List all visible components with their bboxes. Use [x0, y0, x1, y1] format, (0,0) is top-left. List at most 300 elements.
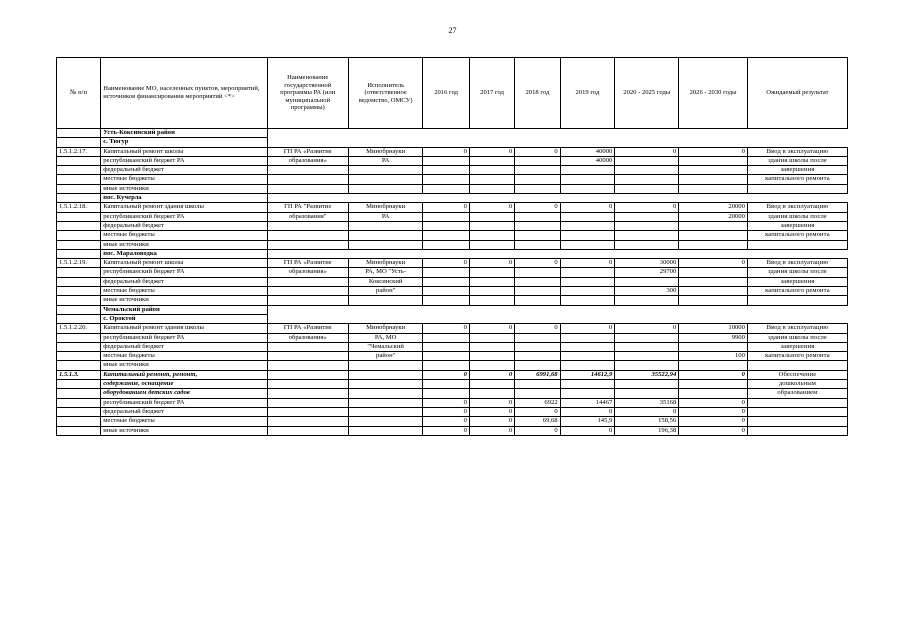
value-2018: 69,68 [515, 417, 560, 426]
source-other: иные источники [101, 240, 267, 249]
table-cell [469, 184, 514, 193]
table-cell [423, 175, 470, 184]
table-cell [348, 361, 422, 370]
executor-line: РА, МО [348, 333, 422, 342]
value-2018: 0 [515, 426, 560, 435]
table-row [57, 389, 848, 398]
value-2020-2025: 196,38 [615, 426, 679, 435]
result-line: капитального ремонта [747, 352, 847, 361]
table-cell [423, 342, 470, 351]
value-2026-2030: 20000 [679, 212, 748, 221]
table-cell [469, 342, 514, 351]
table-cell [560, 389, 615, 398]
table-row [57, 380, 848, 389]
executor-line: Минобрнауки [348, 324, 422, 333]
table-row [57, 166, 848, 175]
source-fb: федеральный бюджет [101, 277, 267, 286]
value-2019: 40000 [560, 156, 615, 165]
source-mb: местные бюджеты [101, 417, 267, 426]
table-cell [615, 221, 679, 230]
value-2020-2025: 0 [615, 407, 679, 416]
row-number: 1.5.1.2.19. [57, 259, 101, 268]
table-cell [560, 166, 615, 175]
value-2020-2025: 158,56 [615, 417, 679, 426]
source-rb: республиканский бюджет РА [101, 212, 267, 221]
group-label: Усть-Коксинский район [101, 129, 267, 138]
table-cell [615, 352, 679, 361]
row-name: Капитальный ремонт школы [101, 259, 267, 268]
result-line: капитального ремонта [747, 175, 847, 184]
table-cell [615, 240, 679, 249]
executor-line: "Чемальский [348, 342, 422, 351]
executor-line: РА [348, 156, 422, 165]
value-2020-2025: 300 [615, 287, 679, 296]
table-cell [423, 166, 470, 175]
table-cell [747, 296, 847, 305]
table-cell [267, 389, 348, 398]
value-2020-2025: 35522,94 [615, 370, 679, 379]
result-line: Ввод в эксплуатацию [747, 147, 847, 156]
table-cell [560, 296, 615, 305]
table-cell [515, 240, 560, 249]
executor-line: район" [348, 287, 422, 296]
table-cell [615, 277, 679, 286]
row-number: 1.5.1.2.17. [57, 147, 101, 156]
header-2020-2025: 2020 - 2025 годы [615, 58, 679, 129]
table-cell [679, 156, 748, 165]
table-cell [615, 166, 679, 175]
executor-line: РА, МО "Усть- [348, 268, 422, 277]
row-number: 1.5.1.2.20. [57, 324, 101, 333]
group-row [57, 194, 848, 203]
table-cell [348, 407, 422, 416]
table-cell [423, 212, 470, 221]
source-rb: республиканский бюджет РА [101, 156, 267, 165]
value-2019: 14467 [560, 398, 615, 407]
value-2017: 0 [469, 259, 514, 268]
table-cell [679, 166, 748, 175]
table-cell [267, 240, 348, 249]
table-cell [560, 268, 615, 277]
table-cell [348, 426, 422, 435]
source-mb: местные бюджеты [101, 352, 267, 361]
table-cell [267, 361, 348, 370]
value-2016: 0 [423, 426, 470, 435]
header-2026-2030: 2026 - 2030 годы [679, 58, 748, 129]
table-cell [679, 268, 748, 277]
table-cell [515, 380, 560, 389]
table-row [57, 296, 848, 305]
value-2020-2025: 0 [615, 324, 679, 333]
table-row [57, 231, 848, 240]
financing-table [56, 57, 848, 436]
row-name: оборудованием детских садов [101, 389, 267, 398]
page-number: 27 [448, 26, 457, 35]
table-cell [515, 231, 560, 240]
table-cell [267, 342, 348, 351]
table-row [57, 426, 848, 435]
table-cell [747, 417, 847, 426]
value-2018: 0 [515, 259, 560, 268]
table-cell [560, 231, 615, 240]
table-cell [515, 333, 560, 342]
table-cell [348, 231, 422, 240]
table-cell [615, 380, 679, 389]
source-mb: местные бюджеты [101, 175, 267, 184]
header-num: № п/п [57, 58, 101, 129]
table-cell [560, 212, 615, 221]
table-row [57, 352, 848, 361]
value-2020-2025: 30000 [615, 259, 679, 268]
table-cell [423, 352, 470, 361]
table-cell [57, 426, 101, 435]
table-cell [515, 212, 560, 221]
source-other: иные источники [101, 296, 267, 305]
value-2017: 0 [469, 370, 514, 379]
value-2016: 0 [423, 324, 470, 333]
result-line: дошкольным [747, 380, 847, 389]
header-2017: 2017 год [469, 58, 514, 129]
table-cell [747, 240, 847, 249]
table-cell [679, 277, 748, 286]
value-2026-2030: 20000 [679, 203, 748, 212]
table-cell [615, 156, 679, 165]
table-cell [515, 184, 560, 193]
table-row [57, 398, 848, 407]
value-2017: 0 [469, 398, 514, 407]
table-cell [267, 175, 348, 184]
table-cell [267, 380, 348, 389]
table-row [57, 333, 848, 342]
table-cell [560, 277, 615, 286]
table-cell [615, 296, 679, 305]
table-cell [469, 240, 514, 249]
value-2017: 0 [469, 324, 514, 333]
value-2019: 145,9 [560, 417, 615, 426]
value-2017: 0 [469, 147, 514, 156]
table-cell [267, 352, 348, 361]
table-cell [560, 380, 615, 389]
table-cell [423, 380, 470, 389]
value-2020-2025: 29700 [615, 268, 679, 277]
table-cell [560, 287, 615, 296]
table-cell [469, 166, 514, 175]
group-label: пос. Кучерла [101, 194, 267, 203]
table-cell [560, 361, 615, 370]
value-2019: 0 [560, 203, 615, 212]
value-2017: 0 [469, 417, 514, 426]
table-row [57, 287, 848, 296]
table-cell [267, 231, 348, 240]
table-cell [615, 333, 679, 342]
table-cell [348, 296, 422, 305]
value-2018: 0 [515, 324, 560, 333]
group-row [57, 305, 848, 314]
value-2017: 0 [469, 203, 514, 212]
program-line: образования» [267, 333, 348, 342]
source-mb: местные бюджеты [101, 231, 267, 240]
table-row [57, 361, 848, 370]
header-executor: Исполнитель (ответственное ведомство, ОМСУ) [348, 58, 422, 129]
result-line: капитального ремонта [747, 287, 847, 296]
table-cell [348, 389, 422, 398]
program-line: ГП РА «Развитие [267, 259, 348, 268]
table-cell [469, 221, 514, 230]
table-cell [469, 156, 514, 165]
table-cell [469, 175, 514, 184]
group-label: Чемальский район [101, 305, 267, 314]
table-cell [515, 156, 560, 165]
table-cell [348, 240, 422, 249]
source-fb: федеральный бюджет [101, 407, 267, 416]
program-line: ГП РА «Развитие [267, 147, 348, 156]
table-cell [423, 268, 470, 277]
group-row [57, 314, 848, 323]
table-cell [560, 240, 615, 249]
executor-line: Коксинский [348, 277, 422, 286]
result-line: здания школы после [747, 333, 847, 342]
table-cell [615, 212, 679, 221]
table-row [57, 370, 848, 379]
table-cell [679, 389, 748, 398]
value-2016: 0 [423, 417, 470, 426]
table-cell [560, 342, 615, 351]
table-cell [348, 398, 422, 407]
value-2017: 0 [469, 407, 514, 416]
program-line: образования» [267, 156, 348, 165]
group-label: с. Тюгур [101, 138, 267, 147]
value-2017: 0 [469, 426, 514, 435]
table-cell [423, 277, 470, 286]
table-cell [747, 184, 847, 193]
table-cell [423, 156, 470, 165]
table-cell [560, 333, 615, 342]
result-line: здания школы после [747, 156, 847, 165]
table-row [57, 240, 848, 249]
table-cell [469, 277, 514, 286]
table-cell [348, 380, 422, 389]
source-other: иные источники [101, 361, 267, 370]
value-2020-2025: 0 [615, 147, 679, 156]
table-cell [747, 398, 847, 407]
table-cell [679, 361, 748, 370]
table-cell [679, 296, 748, 305]
table-row [57, 277, 848, 286]
table-cell [515, 361, 560, 370]
table-cell [267, 277, 348, 286]
table-row [57, 417, 848, 426]
table-cell [679, 221, 748, 230]
table-row [57, 259, 848, 268]
table-cell [560, 352, 615, 361]
value-2018: 6922 [515, 398, 560, 407]
table-cell [57, 398, 101, 407]
table-cell [267, 287, 348, 296]
table-cell [515, 166, 560, 175]
source-rb: республиканский бюджет РА [101, 333, 267, 342]
row-name: Капитальный ремонт здания школы [101, 203, 267, 212]
value-2026-2030: 0 [679, 259, 748, 268]
table-cell [267, 417, 348, 426]
table-cell [747, 361, 847, 370]
value-2019: 14612,9 [560, 370, 615, 379]
table-cell [469, 287, 514, 296]
program-line: образования» [267, 268, 348, 277]
table-cell [423, 361, 470, 370]
table-cell [267, 221, 348, 230]
table-cell [469, 268, 514, 277]
result-line: образованием [747, 389, 847, 398]
result-line: Ввод в эксплуатацию [747, 259, 847, 268]
result-line: здания школы после [747, 212, 847, 221]
table-cell [679, 342, 748, 351]
table-cell [348, 184, 422, 193]
value-2026-2030: 0 [679, 147, 748, 156]
table-cell [560, 175, 615, 184]
result-line: капитального ремонта [747, 231, 847, 240]
header-2018: 2018 год [515, 58, 560, 129]
result-line: здания школы после [747, 268, 847, 277]
table-cell [348, 417, 422, 426]
value-2026-2030: 10000 [679, 324, 748, 333]
value-2018: 0 [515, 147, 560, 156]
row-name: Капитальный ремонт здания школы [101, 324, 267, 333]
table-cell [515, 342, 560, 351]
source-fb: федеральный бюджет [101, 166, 267, 175]
result-line: завершения [747, 221, 847, 230]
table-row [57, 156, 848, 165]
value-2016: 0 [423, 203, 470, 212]
source-rb: республиканский бюджет РА [101, 268, 267, 277]
table-cell [615, 342, 679, 351]
table-cell [515, 175, 560, 184]
table-cell [615, 361, 679, 370]
table-cell [469, 389, 514, 398]
header-result: Ожидаемый результат [747, 58, 847, 129]
table-cell [267, 426, 348, 435]
table-cell [423, 231, 470, 240]
table-cell [469, 380, 514, 389]
result-line: Обеспечение [747, 370, 847, 379]
value-2026-2030: 100 [679, 352, 748, 361]
table-cell [679, 184, 748, 193]
value-2019: 40000 [560, 147, 615, 156]
value-2018: 6991,68 [515, 370, 560, 379]
table-cell [267, 166, 348, 175]
value-2020-2025: 35168 [615, 398, 679, 407]
table-cell [747, 407, 847, 416]
table-cell [747, 426, 847, 435]
value-2019: 0 [560, 259, 615, 268]
table-cell [267, 184, 348, 193]
table-cell [267, 370, 348, 379]
value-2026-2030: 0 [679, 417, 748, 426]
table-cell [515, 389, 560, 398]
program-line: ГП РА "Развитие [267, 203, 348, 212]
row-number: 1.5.1.2.18. [57, 203, 101, 212]
result-line: завершения [747, 342, 847, 351]
table-cell [469, 352, 514, 361]
value-2016: 0 [423, 370, 470, 379]
executor-line: Минобрнауки [348, 203, 422, 212]
executor-line: Минобрнауки [348, 147, 422, 156]
group-row [57, 129, 848, 138]
value-2026-2030: 9900 [679, 333, 748, 342]
value-2019: 0 [560, 407, 615, 416]
table-cell [423, 184, 470, 193]
executor-line: РА [348, 212, 422, 221]
value-2026-2030: 0 [679, 426, 748, 435]
value-2016: 0 [423, 398, 470, 407]
header-row [57, 58, 848, 129]
table-cell [469, 212, 514, 221]
table-cell [423, 240, 470, 249]
executor-line: Минобрнауки [348, 259, 422, 268]
table-cell [423, 221, 470, 230]
result-line: Ввод в эксплуатацию [747, 203, 847, 212]
group-row [57, 249, 848, 258]
value-2018: 0 [515, 407, 560, 416]
table-cell [679, 287, 748, 296]
table-cell [423, 389, 470, 398]
table-cell [515, 352, 560, 361]
source-fb: федеральный бюджет [101, 342, 267, 351]
value-2016: 0 [423, 259, 470, 268]
value-2026-2030: 0 [679, 370, 748, 379]
table-row [57, 184, 848, 193]
table-cell [423, 296, 470, 305]
table-cell [515, 221, 560, 230]
group-row [57, 138, 848, 147]
table-cell [560, 184, 615, 193]
row-name: содержание, оснащение [101, 380, 267, 389]
table-cell [615, 389, 679, 398]
program-line: ГП РА «Развитие [267, 324, 348, 333]
table-cell [57, 407, 101, 416]
table-cell [469, 296, 514, 305]
table-cell [423, 287, 470, 296]
table-cell [515, 296, 560, 305]
value-2019: 0 [560, 324, 615, 333]
table-cell [679, 240, 748, 249]
table-row [57, 203, 848, 212]
table-cell [515, 277, 560, 286]
header-program: Наименование государственной программы РА (или муниципальной программы) [267, 58, 348, 129]
program-line: образования" [267, 212, 348, 221]
value-2016: 0 [423, 407, 470, 416]
header-name: Наименование МО, населенных пунктов, мероприятий, источников финансирования мероприятий <*> [101, 58, 267, 129]
value-2026-2030: 0 [679, 398, 748, 407]
result-line: Ввод в эксплуатацию [747, 324, 847, 333]
value-2020-2025: 0 [615, 203, 679, 212]
group-label: пос. Мараловодка [101, 249, 267, 258]
table-cell [679, 231, 748, 240]
table-cell [267, 296, 348, 305]
group-label: с. Ороктой [101, 314, 267, 323]
source-other: иные источники [101, 426, 267, 435]
result-line: завершения [747, 277, 847, 286]
table-cell [423, 333, 470, 342]
table-cell [469, 231, 514, 240]
source-other: иные источники [101, 184, 267, 193]
table-cell [348, 166, 422, 175]
row-name: Капитальный ремонт, ремонт, [101, 370, 267, 379]
table-cell [57, 417, 101, 426]
table-cell [267, 407, 348, 416]
value-2026-2030: 0 [679, 407, 748, 416]
table-cell [348, 221, 422, 230]
table-row [57, 324, 848, 333]
